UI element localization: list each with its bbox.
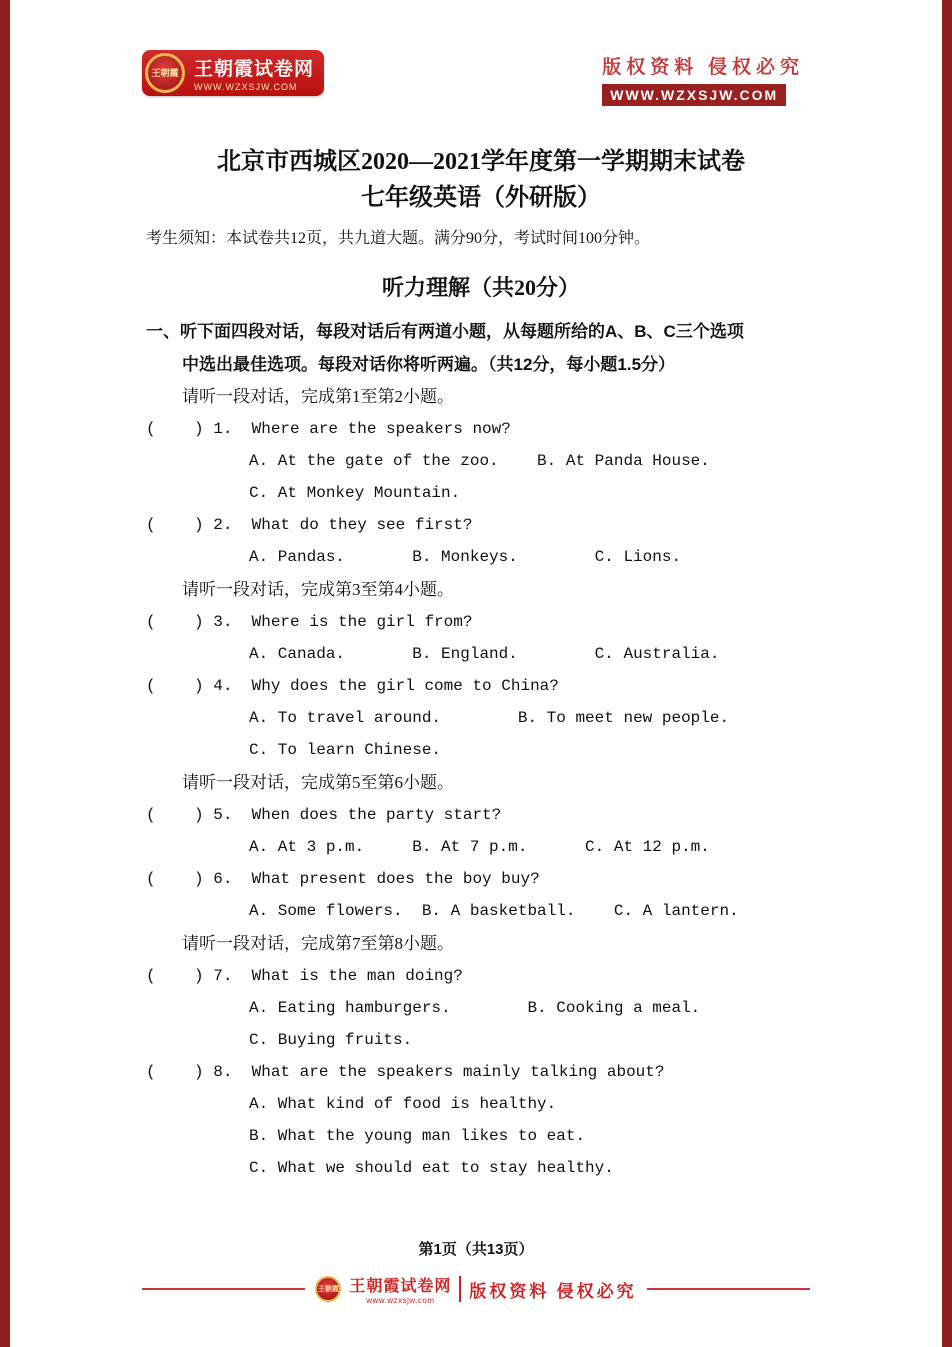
dialog-intro: 请听一段对话，完成第3至第4小题。 xyxy=(182,580,454,599)
listening-section-title: 听力理解（共20分） xyxy=(381,275,580,300)
question-line: ( ) 3. Where is the girl from? xyxy=(146,613,473,631)
right-edge-stripe xyxy=(942,0,952,1347)
page-footer xyxy=(0,1238,952,1305)
dialog-intro: 请听一段对话，完成第5至第6小题。 xyxy=(182,773,454,792)
question-line: ( ) 5. When does the party start? xyxy=(146,806,502,824)
header-right xyxy=(602,50,804,106)
footer-copyright: 版权资料 侵权必究 xyxy=(469,1281,637,1301)
question-line: ( ) 2. What do they see first? xyxy=(146,516,473,534)
option-line: C. At Monkey Mountain. xyxy=(249,484,461,502)
dialog-3 xyxy=(146,772,816,922)
page-number: 第1页（共13页） xyxy=(418,1241,534,1258)
footer-rule-left xyxy=(142,1288,305,1290)
candidate-notice: 考生须知：本试卷共12页，共九道大题。满分90分，考试时间100分钟。 xyxy=(146,230,651,247)
exam-title-line1: 北京市西城区2020—2021学年度第一学期期末试卷 xyxy=(217,149,745,175)
part-one-instruction-line2: 中选出最佳选项。每段对话你将听两遍。（共12分，每小题1.5分） xyxy=(182,355,676,374)
option-line: C. Buying fruits. xyxy=(249,1031,413,1049)
question-line: ( ) 6. What present does the boy buy? xyxy=(146,870,540,888)
seal-text: 王朝霞 xyxy=(151,67,179,78)
dialog-4 xyxy=(146,933,816,1179)
question-line: ( ) 4. Why does the girl come to China? xyxy=(146,677,559,695)
logo-title: 王朝霞试卷网 xyxy=(194,59,315,80)
footer-brand-title: 王朝霞试卷网 xyxy=(349,1278,452,1295)
seal-icon xyxy=(145,53,185,93)
seal-text: 王朝霞 xyxy=(317,1285,339,1293)
option-line: B. What the young man likes to eat. xyxy=(249,1127,586,1145)
dialog-1 xyxy=(146,386,816,568)
logo-url: WWW.WZXSJW.COM xyxy=(194,82,298,92)
copyright-notice: 版权资料 侵权必究 xyxy=(602,57,804,78)
question-line: ( ) 7. What is the man doing? xyxy=(146,967,463,985)
page-header xyxy=(0,0,952,106)
footer-brand-row xyxy=(0,1273,952,1305)
seal-icon xyxy=(315,1276,341,1302)
dialog-2 xyxy=(146,579,816,761)
footer-brand-url: www.wzxsjw.com xyxy=(366,1296,435,1305)
footer-brand xyxy=(315,1273,636,1305)
option-line: A. At 3 p.m. B. At 7 p.m. C. At 12 p.m. xyxy=(249,838,710,856)
option-line: C. What we should eat to stay healthy. xyxy=(249,1159,614,1177)
part-one-instruction-line1: 一、听下面四段对话，每段对话后有两道小题，从每题所给的A、B、C三个选项 xyxy=(146,322,744,341)
option-line: A. What kind of food is healthy. xyxy=(249,1095,557,1113)
exam-title-line2: 七年级英语（外研版） xyxy=(361,185,601,211)
footer-brand-text xyxy=(349,1273,451,1305)
question-line: ( ) 8. What are the speakers mainly talking about? xyxy=(146,1063,665,1081)
footer-rule-right xyxy=(647,1288,810,1290)
option-line: A. Some flowers. B. A basketball. C. A lantern. xyxy=(249,902,739,920)
site-logo xyxy=(142,50,324,96)
option-line: A. To travel around. B. To meet new people. xyxy=(249,709,730,727)
footer-brand-divider xyxy=(459,1276,461,1302)
url-bar: WWW.WZXSJW.COM xyxy=(602,84,786,106)
dialog-intro: 请听一段对话，完成第1至第2小题。 xyxy=(182,387,454,406)
left-edge-stripe xyxy=(0,0,10,1347)
option-line: A. At the gate of the zoo. B. At Panda House. xyxy=(249,452,710,470)
option-line: A. Canada. B. England. C. Australia. xyxy=(249,645,720,663)
dialog-intro: 请听一段对话，完成第7至第8小题。 xyxy=(182,934,454,953)
question-line: ( ) 1. Where are the speakers now? xyxy=(146,420,511,438)
option-line: A. Pandas. B. Monkeys. C. Lions. xyxy=(249,548,682,566)
option-line: C. To learn Chinese. xyxy=(249,741,442,759)
exam-content xyxy=(0,106,952,1179)
option-line: A. Eating hamburgers. B. Cooking a meal. xyxy=(249,999,701,1017)
